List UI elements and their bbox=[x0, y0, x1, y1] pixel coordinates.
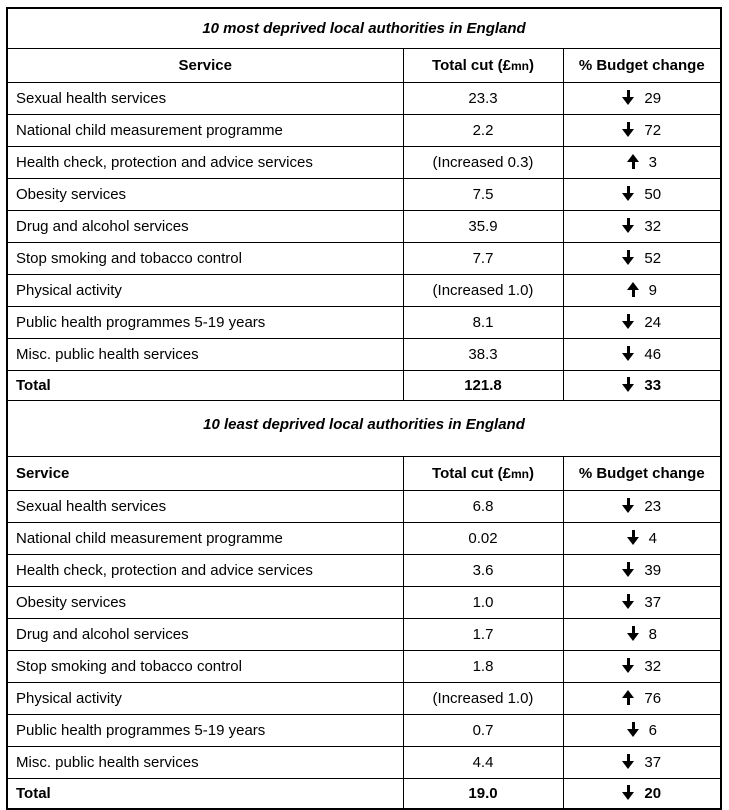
table-row bbox=[7, 179, 721, 211]
table-row bbox=[7, 619, 721, 651]
public-health-cuts-table bbox=[6, 7, 722, 810]
total-cut-cell: (Increased 0.3) bbox=[403, 147, 563, 179]
table-row bbox=[7, 715, 721, 747]
service-cell: Obesity services bbox=[7, 179, 403, 211]
section-title-least-deprived: 10 least deprived local authorities in England bbox=[7, 401, 721, 457]
column-header-service: Service bbox=[7, 49, 403, 83]
budget-change-cell bbox=[563, 715, 721, 747]
table-header-row bbox=[7, 49, 721, 83]
table-row bbox=[7, 555, 721, 587]
service-cell: Health check, protection and advice services bbox=[7, 147, 403, 179]
total-cut-cell: (Increased 1.0) bbox=[403, 683, 563, 715]
service-cell: Drug and alcohol services bbox=[7, 619, 403, 651]
budget-change-cell bbox=[563, 371, 721, 401]
service-cell: Misc. public health services bbox=[7, 747, 403, 779]
budget-change-value: 37 bbox=[644, 754, 662, 771]
budget-change-arrow-icon bbox=[622, 562, 635, 577]
budget-change-arrow-icon bbox=[622, 186, 635, 201]
budget-change-value: 72 bbox=[644, 122, 662, 139]
budget-change-cell bbox=[563, 147, 721, 179]
budget-change-value: 9 bbox=[648, 282, 657, 299]
table-row bbox=[7, 243, 721, 275]
table-row bbox=[7, 747, 721, 779]
total-cut-cell: 4.4 bbox=[403, 747, 563, 779]
budget-change-arrow-icon bbox=[622, 250, 635, 265]
header-text: ) bbox=[528, 465, 534, 482]
total-label-cell: Total bbox=[7, 371, 403, 401]
budget-change-cell bbox=[563, 555, 721, 587]
column-header-total-cut bbox=[403, 49, 563, 83]
budget-change-arrow-icon bbox=[627, 722, 640, 737]
budget-change-cell bbox=[563, 307, 721, 339]
total-cut-cell: 1.8 bbox=[403, 651, 563, 683]
service-cell: Public health programmes 5-19 years bbox=[7, 715, 403, 747]
total-cut-cell: 19.0 bbox=[403, 779, 563, 810]
table-row bbox=[7, 339, 721, 371]
budget-change-cell bbox=[563, 179, 721, 211]
budget-change-value: 6 bbox=[648, 722, 657, 739]
service-cell: Misc. public health services bbox=[7, 339, 403, 371]
budget-change-value: 3 bbox=[648, 154, 657, 171]
budget-change-cell bbox=[563, 243, 721, 275]
column-header-total-cut bbox=[403, 457, 563, 491]
budget-change-value: 52 bbox=[644, 250, 662, 267]
service-cell: Physical activity bbox=[7, 683, 403, 715]
budget-change-cell bbox=[563, 587, 721, 619]
budget-change-cell bbox=[563, 747, 721, 779]
budget-change-arrow-icon bbox=[622, 314, 635, 329]
budget-change-cell bbox=[563, 683, 721, 715]
budget-change-cell bbox=[563, 275, 721, 307]
budget-change-arrow-icon bbox=[622, 498, 635, 513]
table-title-row bbox=[7, 8, 721, 49]
column-header-budget-change: % Budget change bbox=[563, 457, 721, 491]
budget-change-arrow-icon bbox=[622, 658, 635, 673]
service-cell: Sexual health services bbox=[7, 491, 403, 523]
budget-change-value: 29 bbox=[644, 90, 662, 107]
budget-change-value: 46 bbox=[644, 346, 662, 363]
total-cut-cell: 2.2 bbox=[403, 115, 563, 147]
budget-change-value: 76 bbox=[644, 690, 662, 707]
service-cell: Obesity services bbox=[7, 587, 403, 619]
budget-change-value: 24 bbox=[644, 314, 662, 331]
budget-change-arrow-icon bbox=[627, 530, 640, 545]
header-text: Total cut (£ bbox=[432, 57, 511, 74]
budget-change-arrow-icon bbox=[622, 90, 635, 105]
table-row bbox=[7, 275, 721, 307]
service-cell: Stop smoking and tobacco control bbox=[7, 243, 403, 275]
total-cut-cell: 1.0 bbox=[403, 587, 563, 619]
budget-change-cell bbox=[563, 523, 721, 555]
deprivation-budget-tables bbox=[6, 7, 722, 810]
header-text: ) bbox=[528, 57, 534, 74]
header-unit-text: mn bbox=[510, 59, 529, 73]
service-cell: National child measurement programme bbox=[7, 523, 403, 555]
budget-change-cell bbox=[563, 115, 721, 147]
budget-change-cell bbox=[563, 619, 721, 651]
header-text: Total cut (£ bbox=[432, 465, 511, 482]
total-cut-cell: 6.8 bbox=[403, 491, 563, 523]
total-cut-cell: 38.3 bbox=[403, 339, 563, 371]
table-total-row bbox=[7, 779, 721, 810]
budget-change-value: 23 bbox=[644, 498, 662, 515]
table-row bbox=[7, 307, 721, 339]
table-row bbox=[7, 491, 721, 523]
column-header-budget-change: % Budget change bbox=[563, 49, 721, 83]
service-cell: Drug and alcohol services bbox=[7, 211, 403, 243]
budget-change-value: 37 bbox=[644, 594, 662, 611]
budget-change-arrow-icon bbox=[627, 626, 640, 641]
budget-change-value: 50 bbox=[644, 186, 662, 203]
budget-change-arrow-icon bbox=[622, 377, 635, 392]
table-title-row bbox=[7, 401, 721, 457]
table-row bbox=[7, 587, 721, 619]
budget-change-cell bbox=[563, 339, 721, 371]
budget-change-value: 4 bbox=[648, 530, 657, 547]
total-cut-cell: 0.7 bbox=[403, 715, 563, 747]
table-row bbox=[7, 211, 721, 243]
budget-change-value: 32 bbox=[644, 218, 662, 235]
budget-change-value: 32 bbox=[644, 658, 662, 675]
budget-change-value: 33 bbox=[644, 377, 662, 394]
table-row bbox=[7, 115, 721, 147]
total-cut-cell: 121.8 bbox=[403, 371, 563, 401]
budget-change-cell bbox=[563, 779, 721, 810]
total-cut-cell: 3.6 bbox=[403, 555, 563, 587]
table-header-row bbox=[7, 457, 721, 491]
total-cut-cell: 0.02 bbox=[403, 523, 563, 555]
total-label-cell: Total bbox=[7, 779, 403, 810]
budget-change-cell bbox=[563, 83, 721, 115]
header-unit-text: mn bbox=[510, 467, 529, 481]
service-cell: National child measurement programme bbox=[7, 115, 403, 147]
budget-change-arrow-icon bbox=[622, 690, 635, 705]
total-cut-cell: (Increased 1.0) bbox=[403, 275, 563, 307]
budget-change-arrow-icon bbox=[627, 154, 640, 169]
budget-change-cell bbox=[563, 491, 721, 523]
service-cell: Public health programmes 5-19 years bbox=[7, 307, 403, 339]
table-row bbox=[7, 523, 721, 555]
table-total-row bbox=[7, 371, 721, 401]
column-header-service: Service bbox=[7, 457, 403, 491]
total-cut-cell: 7.5 bbox=[403, 179, 563, 211]
service-cell: Physical activity bbox=[7, 275, 403, 307]
service-cell: Sexual health services bbox=[7, 83, 403, 115]
table-row bbox=[7, 83, 721, 115]
total-cut-cell: 1.7 bbox=[403, 619, 563, 651]
budget-change-value: 8 bbox=[648, 626, 657, 643]
total-cut-cell: 8.1 bbox=[403, 307, 563, 339]
budget-change-cell bbox=[563, 211, 721, 243]
budget-change-arrow-icon bbox=[622, 122, 635, 137]
budget-change-cell bbox=[563, 651, 721, 683]
total-cut-cell: 23.3 bbox=[403, 83, 563, 115]
service-cell: Stop smoking and tobacco control bbox=[7, 651, 403, 683]
section-title-most-deprived: 10 most deprived local authorities in England bbox=[7, 8, 721, 49]
total-cut-cell: 35.9 bbox=[403, 211, 563, 243]
budget-change-arrow-icon bbox=[627, 282, 640, 297]
table-row bbox=[7, 683, 721, 715]
table-row bbox=[7, 651, 721, 683]
budget-change-value: 39 bbox=[644, 562, 662, 579]
service-cell: Health check, protection and advice services bbox=[7, 555, 403, 587]
budget-change-arrow-icon bbox=[622, 218, 635, 233]
budget-change-arrow-icon bbox=[622, 754, 635, 769]
budget-change-arrow-icon bbox=[622, 346, 635, 361]
total-cut-cell: 7.7 bbox=[403, 243, 563, 275]
table-row bbox=[7, 147, 721, 179]
budget-change-arrow-icon bbox=[622, 594, 635, 609]
budget-change-value: 20 bbox=[644, 785, 662, 802]
budget-change-arrow-icon bbox=[622, 785, 635, 800]
